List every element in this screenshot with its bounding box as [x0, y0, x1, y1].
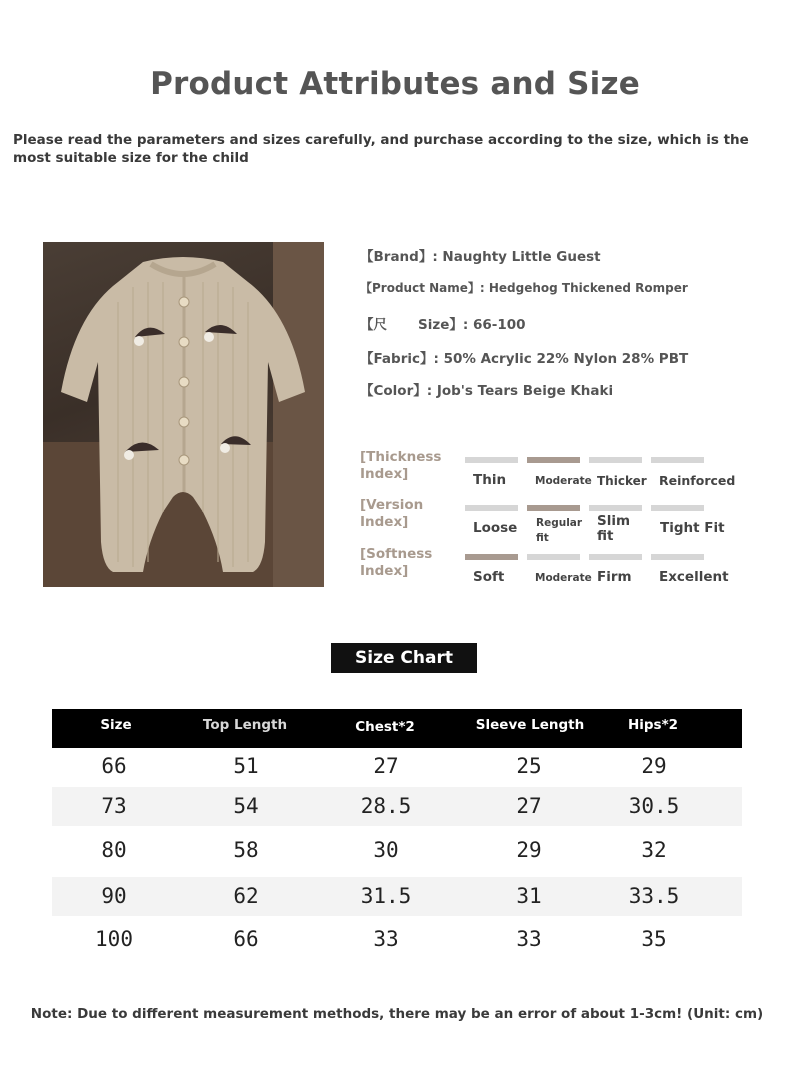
cell-size: 73 [101, 794, 127, 818]
measurement-note: Note: Due to different measurement methods, there may be an error of about 1-3cm! (Unit: cm) [30, 1006, 764, 1022]
fabric-attr: 【Fabric】: 50% Acrylic 22% Nylon 28% PBT [360, 351, 689, 367]
cell-size: 90 [101, 884, 127, 908]
thickness-bar-3 [589, 457, 642, 463]
header-sleeve-length: Sleeve Length [475, 717, 585, 733]
romper-illustration [43, 242, 324, 587]
page-subtitle: Please read the parameters and sizes carefully, and purchase according to the size, which is the most suitable size for the child [13, 132, 749, 166]
cell-top-length: 58 [233, 838, 259, 862]
softness-option: Moderate [535, 572, 592, 584]
header-hips: Hips*2 [627, 717, 679, 733]
version-option: Loose [473, 520, 518, 536]
version-option: Tight Fit [660, 520, 725, 536]
cell-hips: 32 [641, 838, 667, 862]
softness-option: Firm [597, 569, 632, 585]
cell-hips: 33.5 [628, 884, 680, 908]
cell-size: 80 [101, 838, 127, 862]
cell-chest: 31.5 [360, 884, 412, 908]
cell-top-length: 66 [233, 927, 259, 951]
cell-sleeve: 29 [516, 838, 542, 862]
cell-sleeve: 31 [516, 884, 542, 908]
softness-bar-4 [651, 554, 704, 560]
header-top-length: Top Length [202, 717, 288, 733]
table-row [52, 787, 742, 826]
size-table-header [52, 709, 742, 748]
product-name-attr: 【Product Name】: Hedgehog Thickened Romper [360, 281, 688, 295]
cell-top-length: 51 [233, 754, 259, 778]
cell-size: 66 [101, 754, 127, 778]
softness-bar-3 [589, 554, 642, 560]
version-bar-2 [527, 505, 580, 511]
table-row [52, 831, 742, 870]
table-row [52, 920, 742, 959]
version-bar-3 [589, 505, 642, 511]
color-attr: 【Color】: Job's Tears Beige Khaki [360, 383, 614, 399]
softness-index-label: [Softness Index] [360, 546, 433, 579]
size-attr: Size】: 66-100 [418, 317, 526, 333]
thickness-option: Moderate [535, 475, 592, 487]
header-size: Size [100, 717, 132, 733]
cell-hips: 29 [641, 754, 667, 778]
thickness-bar-1 [465, 457, 518, 463]
thickness-bar-2 [527, 457, 580, 463]
version-bar-4 [651, 505, 704, 511]
cell-hips: 30.5 [628, 794, 680, 818]
product-photo [43, 242, 324, 587]
cell-sleeve: 25 [516, 754, 542, 778]
header-chest: Chest*2 [355, 719, 415, 735]
table-row [52, 877, 742, 916]
size-chart-title: Size Chart [331, 643, 477, 673]
cell-hips: 35 [641, 927, 667, 951]
cell-chest: 33 [373, 927, 399, 951]
page-title: Product Attributes and Size [150, 66, 640, 102]
thickness-index-label: [Thickness Index] [360, 449, 442, 482]
cell-sleeve: 33 [516, 927, 542, 951]
table-row [52, 747, 742, 786]
thickness-option: Reinforced [659, 473, 736, 488]
softness-option: Excellent [659, 569, 729, 585]
version-bar-1 [465, 505, 518, 511]
thickness-option: Thin [473, 472, 507, 488]
softness-bar-2 [527, 554, 580, 560]
size-attr-prefix: 【尺 [360, 317, 387, 333]
cell-chest: 27 [373, 754, 399, 778]
cell-sleeve: 27 [516, 794, 542, 818]
cell-size: 100 [95, 927, 133, 951]
version-index-label: [Version Index] [360, 497, 424, 530]
cell-chest: 28.5 [360, 794, 412, 818]
version-option: Slim fit [597, 513, 631, 544]
brand-attr: 【Brand】: Naughty Little Guest [360, 249, 601, 265]
cell-chest: 30 [373, 838, 399, 862]
softness-bar-1 [465, 554, 518, 560]
thickness-option: Thicker [597, 474, 647, 488]
softness-option: Soft [473, 569, 505, 585]
cell-top-length: 54 [233, 794, 259, 818]
thickness-bar-4 [651, 457, 704, 463]
cell-top-length: 62 [233, 884, 259, 908]
version-option: Regular fit [536, 517, 583, 544]
